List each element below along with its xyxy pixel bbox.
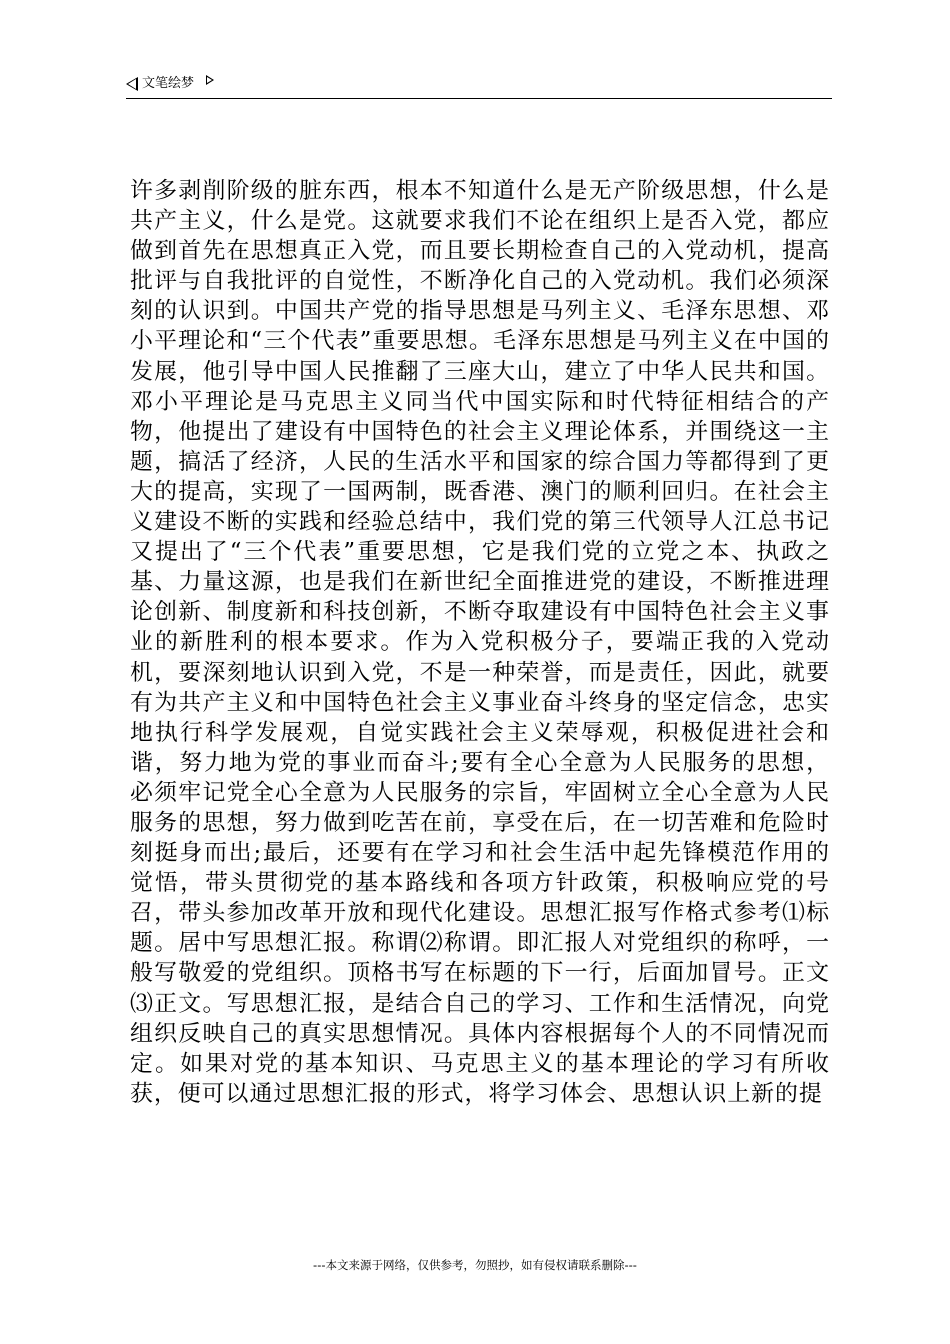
body-paragraph: 许多剥削阶级的脏东西，根本不知道什么是无产阶级思想，什么是共产主义，什么是党。这就要求我们不论在组织上是否入党，都应做到首先在思想真正入党，而且要长期检查自己的入党动机，提高批评与自我批评的自觉性，不断净化自己的入党动机。我们必须深刻的认识到。中国共产党的指导思想是马列主义、毛泽东思想、邓小平理论和“三个代表”重要思想。毛泽东思想是马列主义在中国的发展，他引导中国人民推翻了三座大山，建立了中华人民共和国。邓小平理论是马克思主义同当代中国实际和时代特征相结合的产物，他提出了建设有中国特色的社会主义理论体系，并围绕这一主题，搞活了经济，人民的生活水平和国家的综合国力等都得到了更大的提高，实现了一国两制，既香港、澳门的顺利回归。在社会主义建设不断的实践和经验总结中，我们党的第三代领导人江总书记又提出了“三个代表”重要思想，它是我们党的立党之本、执政之基、力量这源，也是我们在新世纪全面推进党的建设，不断推进理论创新、制度新和科技创新，不断夺取建设有中国特色社会主义事业的新胜利的根本要求。作为入党积极分子，要端正我的入党动机，要深刻地认识到入党，不是一种荣誉，而是责任，因此，就要有为共产主义和中国特色社会主义事业奋斗终身的坚定信念，忠实地执行科学发展观，自觉实践社会主义荣辱观，积极促进社会和谐，努力地为党的事业而奋斗;要有全心全意为人民服务的思想，必须牢记党全心全意为人民服务的宗旨，牢固树立全心全意为人民服务的思想，努力做到吃苦在前，享受在后，在一切苦难和危险时刻挺身而出;最后，还要有在学习和社会生活中起先锋模范作用的觉悟，带头贯彻党的基本路线和各项方针政策，积极响应党的号召，带头参加改革开放和现代化建设。思想汇报写作格式参考⑴标题。居中写思想汇报。称谓⑵称谓。即汇报人对党组织的称呼，一般写敬爱的党组织。顶格书写在标题的下一行，后面加冒号。正文⑶正文。写思想汇报，是结合自己的学习、工作和生活情况，向党组织反映自己的真实思想情况。具体内容根据每个人的不同情况而定。如果对党的基本知识、马克思主义的基本理论的学习有所收获，便可以通过思想汇报的形式，将学习体会、思想认识上新的提	[130, 178, 830, 1107]
footer-disclaimer: ---本文来源于网络，仅供参考，勿照抄，如有侵权请联系删除---	[313, 1258, 637, 1272]
brand	[126, 76, 214, 92]
brand-text: 文笔绘梦	[142, 76, 195, 91]
right-triangle-icon	[206, 75, 214, 85]
left-triangle-icon	[126, 77, 138, 91]
page-header	[126, 72, 832, 99]
